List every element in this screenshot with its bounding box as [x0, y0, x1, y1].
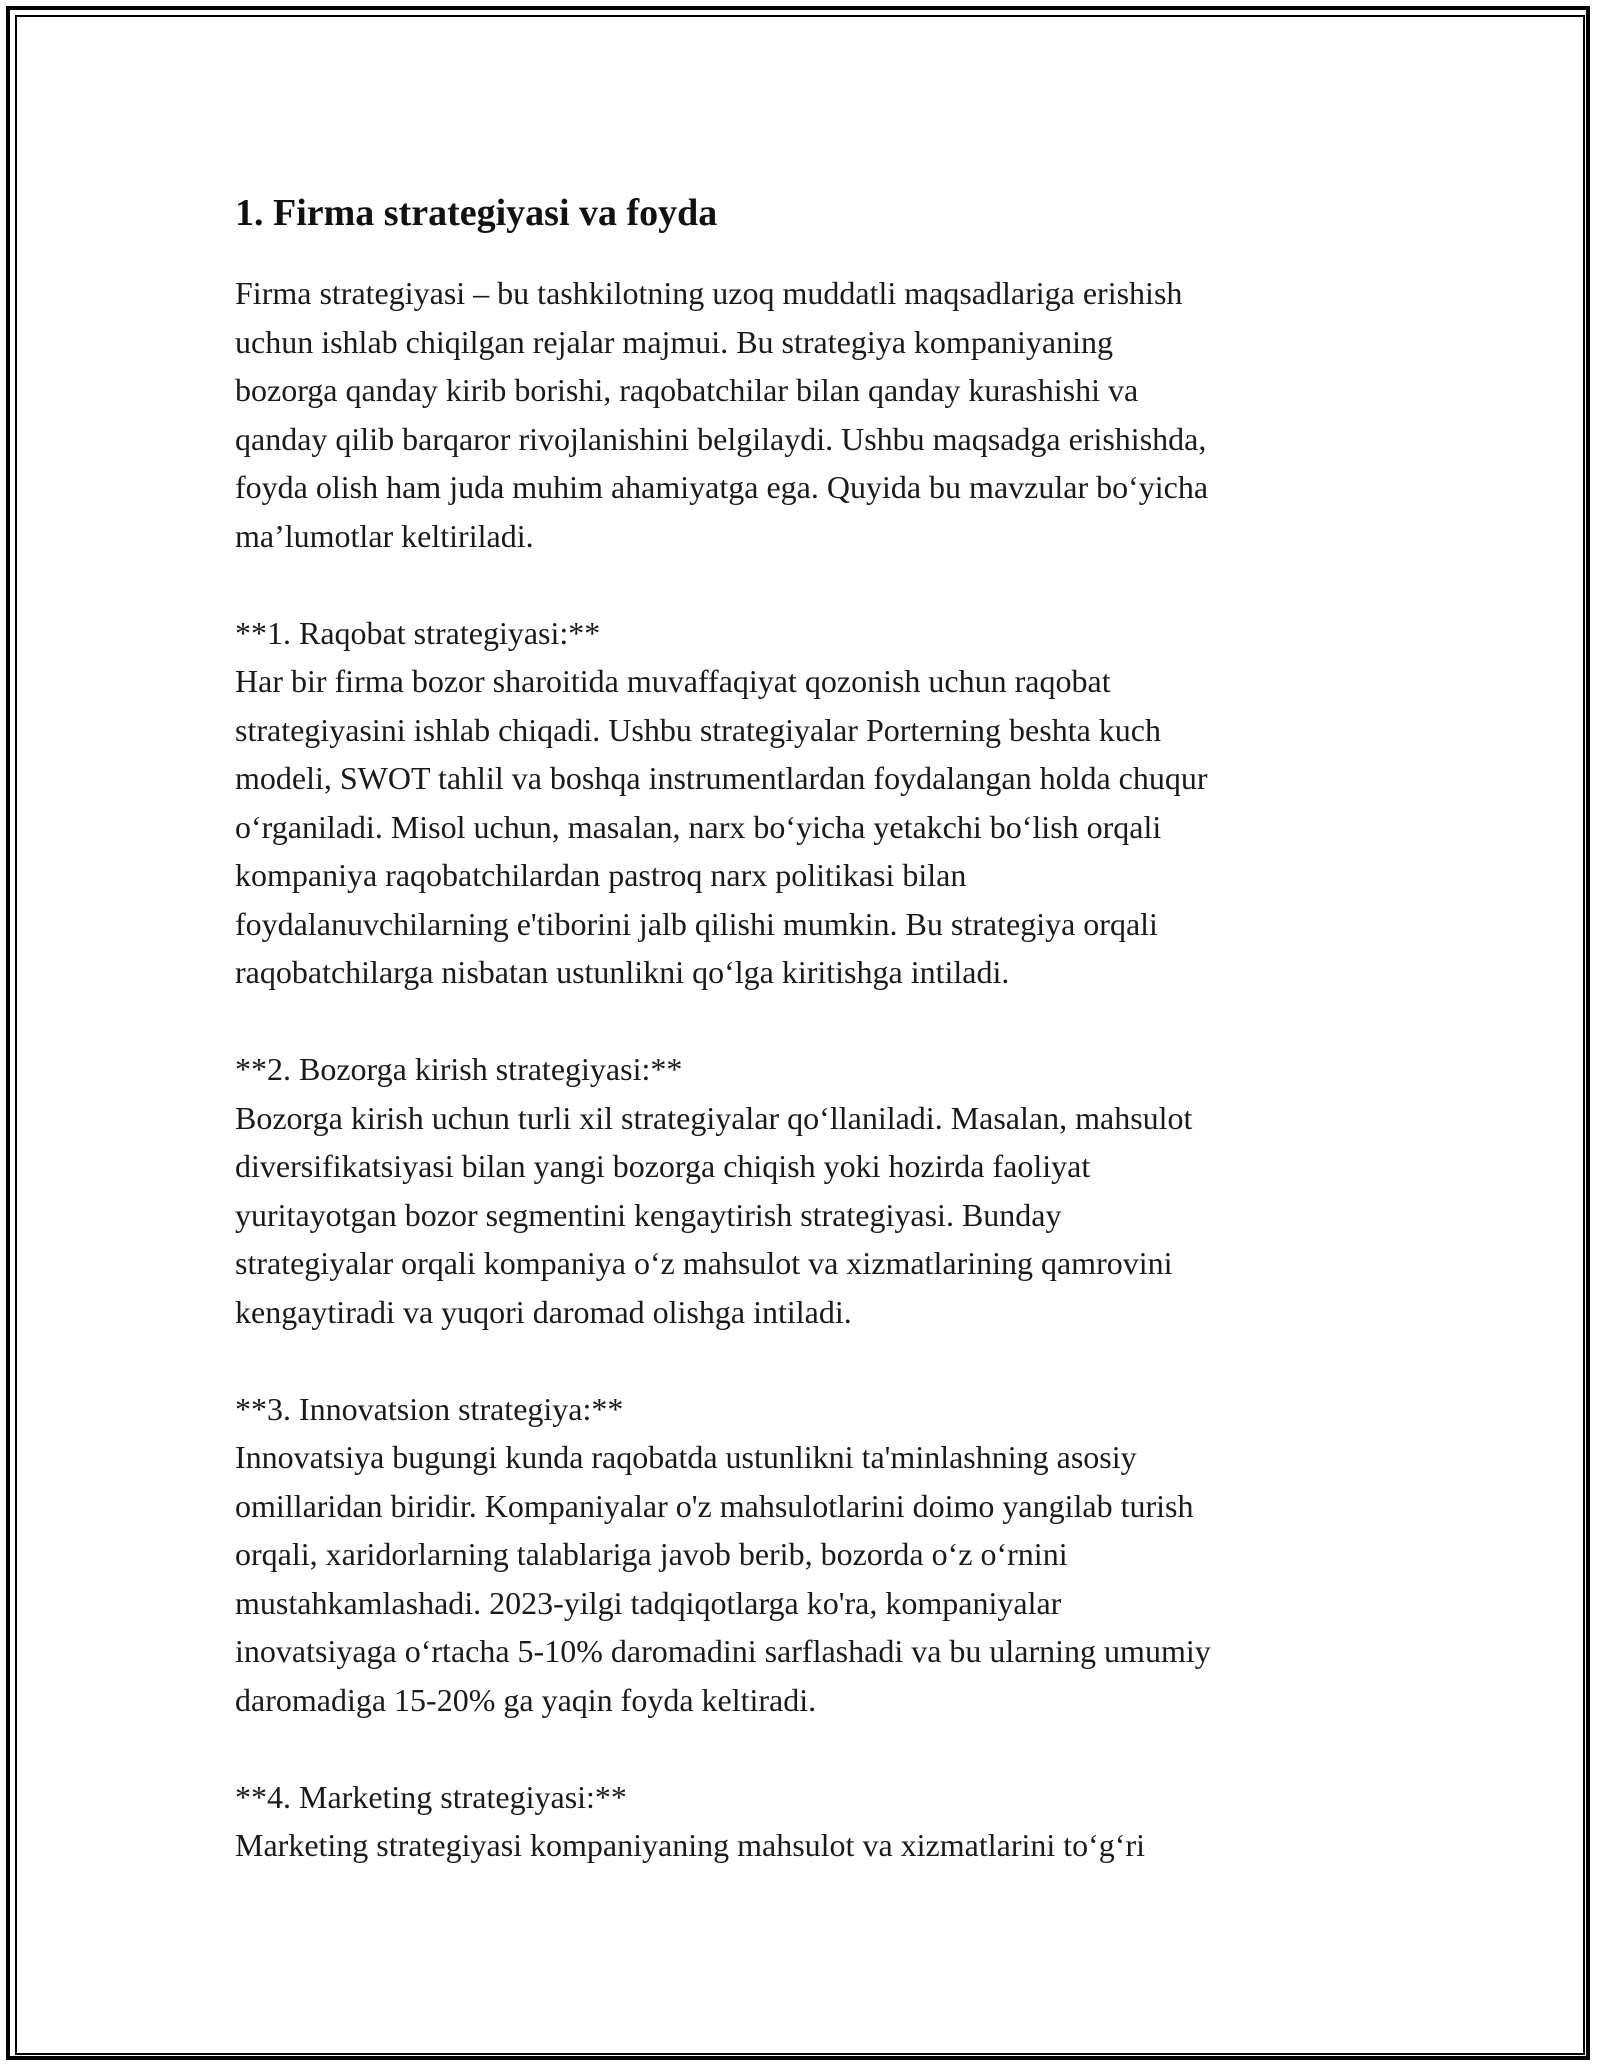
text-line: foydalanuvchilarning e'tiborini jalb qilishi mumkin. Bu strategiya orqali: [235, 905, 1158, 942]
text-line: strategiyasini ishlab chiqadi. Ushbu strategiyalar Porterning beshta kuch: [235, 711, 1161, 748]
text-line: daromadiga 15-20% ga yaqin foyda keltiradi.: [235, 1681, 817, 1718]
section-market-entry: [235, 1045, 1365, 1336]
text-line: maʼlumotlar keltiriladi.: [235, 517, 534, 554]
section-competition: [235, 609, 1365, 997]
section-title: **1. Raqobat strategiyasi:**: [235, 614, 601, 651]
text-line: oʻrganiladi. Misol uchun, masalan, narx boʻyicha yetakchi boʻlish orqali: [235, 808, 1162, 845]
text-line: yuritayotgan bozor segmentini kengaytirish strategiyasi. Bunday: [235, 1196, 1062, 1233]
document-heading: 1. Firma strategiyasi va foyda: [235, 192, 718, 234]
section-title: **4. Marketing strategiyasi:**: [235, 1778, 627, 1815]
section-marketing: [235, 1773, 1365, 1870]
intro-paragraph: [235, 269, 1365, 560]
text-line: Har bir firma bozor sharoitida muvaffaqiyat qozonish uchun raqobat: [235, 663, 1111, 699]
text-line: uchun ishlab chiqilgan rejalar majmui. Bu strategiya kompaniyaning: [235, 323, 1113, 360]
text-line: kompaniya raqobatchilardan pastroq narx politikasi bilan: [235, 857, 967, 893]
text-line: modeli, SWOT tahlil va boshqa instrumentlardan foydalangan holda chuqur: [235, 760, 1208, 796]
paragraph-gap: [235, 1336, 1365, 1385]
text-line: omillaridan biridir. Kompaniyalar o'z mahsulotlarini doimo yangilab turish: [235, 1487, 1194, 1524]
text-line: strategiyalar orqali kompaniya oʻz mahsulot va xizmatlarining qamrovini: [235, 1245, 1173, 1281]
text-line: inovatsiyaga oʻrtacha 5-10% daromadini sarflashadi va bu ularning umumiy: [235, 1633, 1211, 1669]
text-line: bozorga qanday kirib borishi, raqobatchilar bilan qanday kurashishi va: [235, 372, 1139, 408]
text-line: mustahkamlashadi. 2023-yilgi tadqiqotlarga ko'ra, kompaniyalar: [235, 1584, 1062, 1621]
section-title: **2. Bozorga kirish strategiyasi:**: [235, 1051, 683, 1087]
text-line: Firma strategiyasi – bu tashkilotning uzoq muddatli maqsadlariga erishish: [235, 275, 1183, 311]
section-title: **3. Innovatsion strategiya:**: [235, 1390, 624, 1427]
section-innovation: [235, 1385, 1365, 1725]
text-line: Bozorga kirish uchun turli xil strategiyalar qoʻllaniladi. Masalan, mahsulot: [235, 1099, 1193, 1136]
text-line: Innovatsiya bugungi kunda raqobatda ustunlikni ta'minlashning asosiy: [235, 1439, 1137, 1475]
text-line: foyda olish ham juda muhim ahamiyatga ega. Quyida bu mavzular boʻyicha: [235, 469, 1209, 505]
paragraph-gap: [235, 1724, 1365, 1773]
text-line: kengaytiradi va yuqori daromad olishga intiladi.: [235, 1293, 852, 1330]
text-line: orqali, xaridorlarning talablariga javob berib, bozorda oʻz oʻrnini: [235, 1536, 1068, 1572]
text-line: qanday qilib barqaror rivojlanishini belgilaydi. Ushbu maqsadga erishishda,: [235, 420, 1207, 457]
document-page: [235, 185, 1365, 1870]
paragraph-gap: [235, 560, 1365, 609]
text-line: diversifikatsiyasi bilan yangi bozorga chiqish yoki hozirda faoliyat: [235, 1148, 1091, 1184]
text-line: Marketing strategiyasi kompaniyaning mahsulot va xizmatlarini toʻgʻri: [235, 1827, 1145, 1863]
paragraph-gap: [235, 997, 1365, 1046]
text-line: raqobatchilarga nisbatan ustunlikni qoʻlga kiritishga intiladi.: [235, 954, 1010, 990]
